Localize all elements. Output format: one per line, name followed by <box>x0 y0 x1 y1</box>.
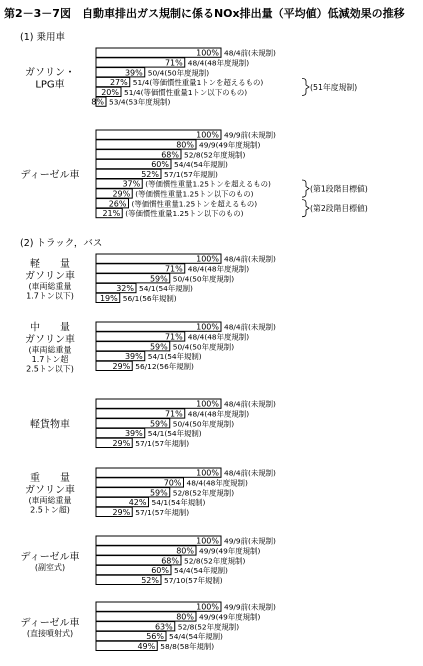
bar-value-label: 100% <box>196 602 219 612</box>
bar-note-label: 54/1(54年規制) <box>147 352 202 362</box>
bar-value-label: 71% <box>164 332 183 342</box>
bar-value-label: 39% <box>124 68 143 78</box>
bar-note-label: 48/4(48年度規制) <box>187 264 250 274</box>
bar-value-label: 80% <box>176 612 194 622</box>
bar-value-label: 68% <box>161 150 179 160</box>
bar-value-label: 80% <box>176 546 194 556</box>
bar-note-label: 56/1(56年規制) <box>122 293 177 303</box>
bar-value-label: 71% <box>164 264 183 274</box>
bar-note-label: 48/4前(未規制) <box>224 322 276 332</box>
bar-note-label: 57/10(57年規制) <box>164 575 223 585</box>
bar-value-label: 100% <box>196 130 219 140</box>
group-label: 軽貨物車 <box>30 419 70 431</box>
group-label: ガソリン・ <box>25 67 75 79</box>
bracket-label: (第1段階目標値) <box>310 184 368 194</box>
bar-value-label: 100% <box>196 399 219 409</box>
bar-note-label: 49/9前(未規制) <box>224 130 276 140</box>
group-sublabel: 2.5トン超) <box>30 505 70 515</box>
bar-value-label: 71% <box>164 409 183 419</box>
bar-note-label: 49/9前(未規制) <box>224 536 276 546</box>
group-label: LPG車 <box>35 79 65 91</box>
bar-note-label: 57/1(57年規制) <box>135 507 190 517</box>
bar-note-label: 48/4(48年度規制) <box>187 58 250 68</box>
bar-note-label: 49/9(49年度規制) <box>199 612 261 622</box>
bar-value-label: 100% <box>196 536 219 546</box>
bar-note-label: 49/9(49年度規制) <box>199 140 261 150</box>
group-label: ガソリン車 <box>25 485 75 496</box>
bar-note-label: 52/8(52年度規制) <box>172 488 235 498</box>
bar-note-label: 49/9(49年度規制) <box>199 546 261 556</box>
figure-title: 第2－3－7図 自動車排出ガス規制に係るNOx排出量（平均値）低減効果の推移 <box>4 7 405 20</box>
group-label: 中 量 <box>30 322 70 334</box>
bar-value-label: 52% <box>141 169 159 179</box>
bar-note-label: 54/4(54年規制) <box>174 566 228 576</box>
bar-note-label: 51/4(等価慣性重量1トンを超えるもの) <box>132 78 264 88</box>
group-sublabel: 1.7トン超 <box>31 354 69 364</box>
bracket <box>302 78 309 95</box>
bar-note-label: 54/4(54年規制) <box>174 160 228 170</box>
bar-value-label: 29% <box>112 438 131 448</box>
bar-note-label: 48/4(48年度規制) <box>186 478 248 488</box>
group-label: ガソリン車 <box>25 271 75 282</box>
bracket-label: (51年度規制) <box>310 82 358 92</box>
bar-value-label: 68% <box>161 556 179 566</box>
bar-value-label: 100% <box>196 254 219 264</box>
bar-note-label: 57/1(57年規制) <box>135 438 190 448</box>
bar-value-label: 37% <box>122 179 141 189</box>
bar-note-label: 52/8(52年度規制) <box>177 622 240 632</box>
bar-value-label: 8% <box>91 97 104 107</box>
bar-note-label: 52/8(52年度規制) <box>184 556 246 566</box>
bar-note-label: (等価慣性重量1.25トン以下のもの) <box>125 209 244 219</box>
bar-value-label: 20% <box>101 87 119 97</box>
bar-note-label: 48/4(48年度規制) <box>187 332 250 342</box>
bar-value-label: 21% <box>102 209 121 219</box>
group-label: 軽 量 <box>30 259 70 270</box>
bar-value-label: 59% <box>149 488 168 498</box>
bar-value-label: 63% <box>154 622 173 632</box>
bar-note-label: 53/4(53年度規制) <box>109 97 171 107</box>
group-sublabel: (副室式) <box>34 562 66 572</box>
bar-note-label: 54/4(54年規制) <box>169 632 223 642</box>
bar-value-label: 27% <box>109 78 128 88</box>
bar-value-label: 71% <box>164 58 183 68</box>
group-sublabel: (車両総重量 <box>28 496 72 505</box>
bar-value-label: 19% <box>99 293 118 303</box>
bar-note-label: 58/8(58年規制) <box>160 641 215 651</box>
bar-note-label: (等価慣性重量1.25トン以下のもの) <box>135 189 254 199</box>
bar-note-label: 56/12(56年規制) <box>135 361 194 371</box>
bar-note-label: (等価慣性重量1.25トンを超えるもの) <box>145 179 271 189</box>
group-sublabel: (車両総重量 <box>28 345 72 355</box>
bar-note-label: 48/4前(未規制) <box>224 468 276 478</box>
group-label: ガソリン車 <box>25 334 75 346</box>
bar-value-label: 60% <box>151 160 169 170</box>
group-label: 重 量 <box>30 473 70 484</box>
bar-note-label: 52/8(52年度規制) <box>184 150 246 160</box>
bar-value-label: 39% <box>124 429 143 439</box>
bar-value-label: 100% <box>196 322 219 332</box>
bar-note-label: 48/4前(未規制) <box>224 254 276 264</box>
bar-note-label: 48/4(48年度規制) <box>187 409 250 419</box>
bar-note-label: 48/4前(未規制) <box>224 48 276 58</box>
group-label: ディーゼル車 <box>20 617 80 629</box>
bar-value-label: 26% <box>108 199 127 209</box>
bar-value-label: 39% <box>124 352 143 362</box>
bar-value-label: 100% <box>196 468 219 478</box>
bar-value-label: 29% <box>112 507 131 517</box>
bar-value-label: 60% <box>151 566 169 576</box>
bar-note-label: 50/4(50年度規制) <box>172 419 235 429</box>
bar-value-label: 59% <box>149 274 168 284</box>
bar-value-label: 32% <box>116 284 134 294</box>
bracket-label: (第2段階目標値) <box>310 204 368 214</box>
bar-value-label: 100% <box>196 48 219 58</box>
bar-note-label: 49/9前(未規制) <box>224 602 276 612</box>
bar-value-label: 29% <box>112 361 131 371</box>
bar-value-label: 42% <box>128 498 147 508</box>
bar-note-label: (等価慣性重量1.25トンを超えるもの) <box>131 199 258 209</box>
bar-note-label: 50/4(50年度規制) <box>172 274 235 284</box>
bar-value-label: 70% <box>163 478 182 488</box>
group-sublabel: 1.7トン以下) <box>26 291 74 301</box>
group-sublabel: (直接噴射式) <box>26 628 74 638</box>
bar-note-label: 48/4前(未規制) <box>224 399 276 409</box>
bar-value-label: 59% <box>149 419 168 429</box>
bar-note-label: 54/1(54年規制) <box>151 498 206 508</box>
section-heading: (2) トラック，バス <box>20 238 103 249</box>
bar-value-label: 56% <box>146 632 164 642</box>
bar-note-label: 51/4(等価慣性重量1トン以下のもの) <box>124 87 248 97</box>
section-heading: (1) 乗用車 <box>20 32 65 43</box>
group-label: ディーゼル車 <box>20 170 80 182</box>
bar-value-label: 49% <box>137 641 156 651</box>
bar-value-label: 59% <box>149 342 168 352</box>
group-sublabel: 2.5トン以下) <box>26 364 74 374</box>
bar-value-label: 29% <box>112 189 131 199</box>
bracket <box>302 180 309 197</box>
bar-note-label: 54/1(54年規制) <box>147 429 202 439</box>
bracket <box>302 200 309 217</box>
group-label: ディーゼル車 <box>20 551 80 563</box>
bar-value-label: 80% <box>176 140 194 150</box>
bar-note-label: 50/4(50年度規制) <box>147 68 210 78</box>
group-sublabel: (車両総重量 <box>28 282 72 291</box>
bar-note-label: 54/1(54年規制) <box>139 284 193 294</box>
bar-note-label: 50/4(50年度規制) <box>172 342 235 352</box>
bar-note-label: 57/1(57年規制) <box>164 169 218 179</box>
bar-value-label: 52% <box>141 575 159 585</box>
